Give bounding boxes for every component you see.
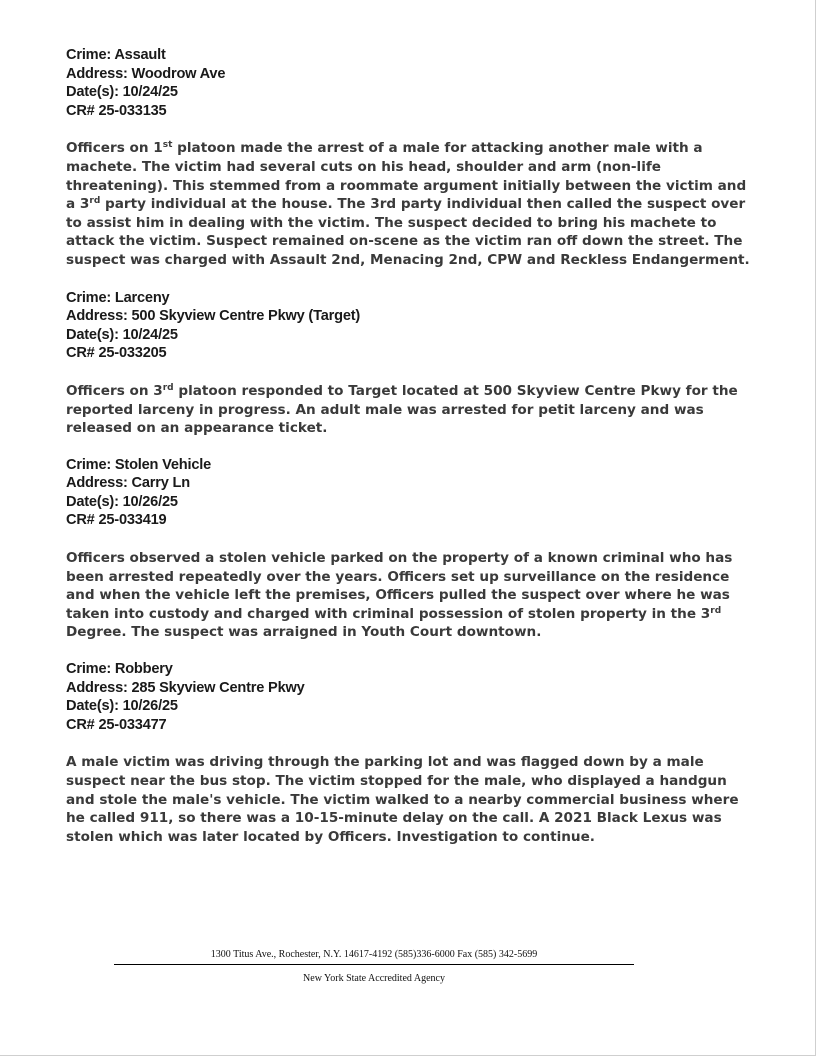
- incident-narrative-robbery: A male victim was driving through the parking lot and was flagged down by a male suspect near the bus stop. The victim stopped for the male, who displayed a handgun and stole the male's vehicle. The victim walked to a nearby commercial business where he called 911, so there was a 10-15-minute delay on the call. A 2021 Black Lexus was stolen which was later located by Officers. Investigation to continue.: [66, 754, 739, 845]
- incident-header-larceny: [66, 289, 756, 363]
- case-number: CR# 25-033205: [66, 345, 167, 362]
- crime-dates: Date(s): 10/26/25: [66, 493, 178, 510]
- crime-type: Crime: Assault: [66, 47, 166, 63]
- incident-header-robbery: [66, 660, 756, 734]
- footer-tagline: New York State Accredited Agency: [303, 973, 445, 984]
- incident-narrative-stolen-vehicle: Officers observed a stolen vehicle parked on the property of a known criminal who has been arrested repeatedly over the years. Officers set up surveillance on the residence and when the vehicle left the premises, Officers pulled the suspect over where he was taken into custody and charged with criminal possession of stolen property in the 3rd Degree. The suspect was arraigned in Youth Court downtown.: [66, 550, 733, 641]
- incident-narrative-assault: Officers on 1st platoon made the arrest of a male for attacking another male with a machete. The victim had several cuts on his head, shoulder and arm (non-life threatening). This stemmed from a roommate argument initially between the victim and a 3rd party individual at the house. The 3rd party individual then called the suspect over to assist him in dealing with the victim. The suspect decided to bring his machete to attack the victim. Suspect remained on-scene as the victim ran off down the street. The suspect was charged with Assault 2nd, Menacing 2nd, CPW and Reckless Endangerment.: [66, 140, 750, 268]
- crime-dates: Date(s): 10/24/25: [66, 84, 178, 101]
- crime-type: Crime: Stolen Vehicle: [66, 456, 212, 473]
- incident-narrative-larceny: Officers on 3rd platoon responded to Target located at 500 Skyview Centre Pkwy for the reported larceny in progress. An adult male was arrested for petit larceny and was released on an appearance ticket.: [66, 382, 738, 437]
- report-content: [66, 46, 756, 846]
- incident-header-assault: [66, 46, 756, 120]
- crime-dates: Date(s): 10/26/25: [66, 698, 178, 715]
- footer-address: 1300 Titus Ave., Rochester, N.Y. 14617-4192 (585)336-6000 Fax (585) 342-5699: [210, 949, 538, 960]
- crime-dates: Date(s): 10/24/25: [66, 326, 178, 343]
- case-number: CR# 25-033419: [66, 512, 167, 529]
- crime-address: Address: Carry Ln: [66, 475, 190, 492]
- footer-divider: [114, 964, 634, 965]
- case-number: CR# 25-033135: [66, 102, 167, 119]
- crime-type: Crime: Robbery: [66, 661, 173, 678]
- incident-header-stolen-vehicle: [66, 456, 756, 530]
- crime-address: Address: Woodrow Ave: [66, 65, 226, 82]
- crime-address: Address: 285 Skyview Centre Pkwy: [66, 679, 305, 696]
- crime-address: Address: 500 Skyview Centre Pkwy (Target): [66, 308, 361, 325]
- case-number: CR# 25-033477: [66, 716, 167, 733]
- crime-type: Crime: Larceny: [66, 289, 170, 306]
